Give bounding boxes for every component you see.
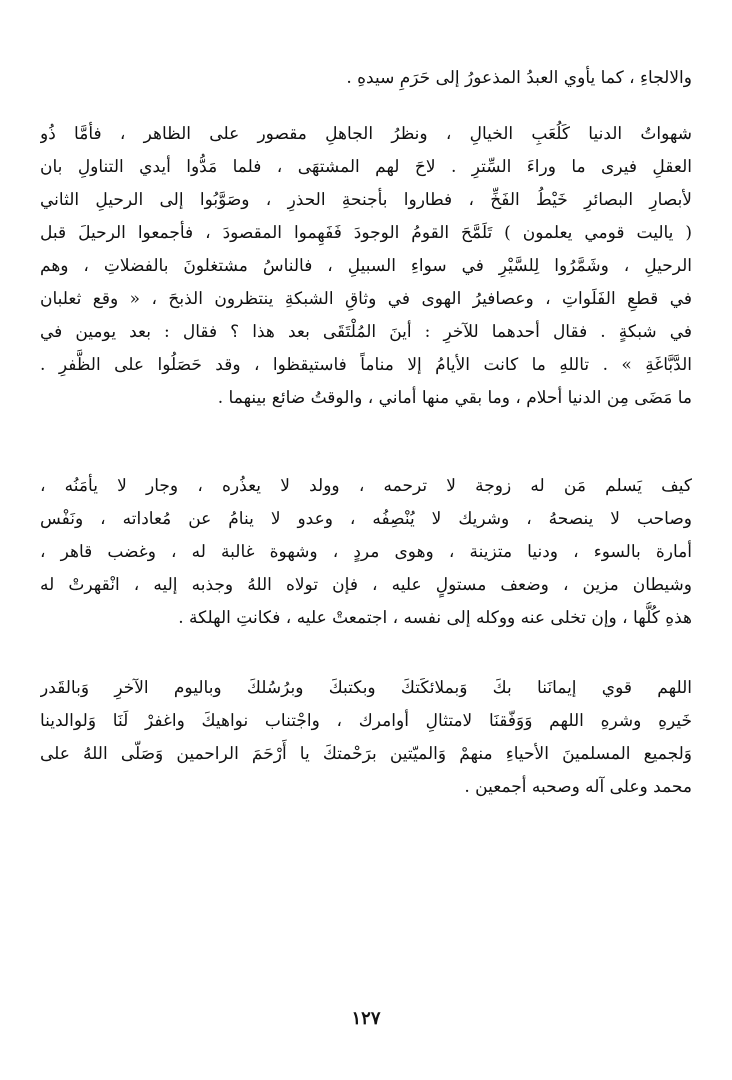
text-line: أمارة بالسوء ، ودنيا متزينة ، وهوى مردٍ ، وشهوة غالبة له ، وغضب قاهر ، — [40, 542, 692, 562]
paragraph-prayer — [40, 672, 692, 804]
paragraph-continuation — [40, 62, 692, 95]
paragraph-worldly-desires — [40, 118, 692, 415]
paragraph-how-is-safe — [40, 470, 692, 635]
text-line: شهواتُ الدنيا كَلُعَبِ الخيالِ ، ونظرُ الجاهلِ مقصور على الظاهر ، فأمَّا ذُو — [40, 124, 692, 144]
text-line: والالجاءِ ، كما يأوي العبدُ المذعورُ إلى حَرَمِ سيدهِ . — [346, 68, 692, 88]
text-line: وشيطان مزين ، وضعف مستولٍ عليه ، فإن تولاه اللهُ وجذبه إليه ، انْقهرتْ له — [40, 575, 692, 595]
text-line: محمد وعلى آله وصحبه أجمعين . — [464, 777, 692, 797]
page-number: ١٢٧ — [351, 1008, 381, 1029]
text-line: ( ياليت قومي يعلمون ) تَلَمَّحَ القومُ الوجودَ فَفَهِموا المقصودَ ، فأجمعوا الرحيلَ قبل — [40, 223, 692, 243]
text-line: وصاحب لا ينصحهُ ، وشريك لا يُنْصِفُه ، وعدو لا ينامُ عن مُعاداته ، ونَفْس — [40, 509, 692, 529]
text-line: وَلجميع المسلمينَ الأحياءِ منهمْ وَالميّتين برَحْمتكَ يا أَرْحَمَ الراحمين وَصَلّى اللهُ على — [40, 744, 692, 764]
text-line: كيف يَسلم مَن له زوجة لا ترحمه ، وولد لا يعذُره ، وجار لا يأمَنُه ، — [40, 476, 692, 496]
text-line: العقلِ فيرى ما وراءَ السِّترِ . لاحَ لهم المشتهَى ، فلما مَدُّوا أيدي التناولِ بان — [40, 157, 692, 177]
text-line: خَيرهِ وشرهِ اللهم وَوَفّقنَا لامتثالِ أوامرك ، واجْتناب نواهيكَ واغفرْ لَنَا وَلوالدينا — [40, 711, 692, 731]
text-line: هذهِ كُلُّها ، وإن تخلى عنه ووكله إلى نفسه ، اجتمعتْ عليه ، فكانتِ الهلكة . — [178, 608, 692, 628]
text-line: الدَّبَّاغَةِ » . تاللهِ ما كانت الأيامُ إلا مناماً فاستيقظوا ، وقد حَصَلُوا على الظَّفرِ . — [40, 355, 692, 375]
text-line: في قطعِ الفَلَواتِ ، وعصافيرُ الهوى في وثاقِ الشبكةِ ينتظرون الذبحَ ، « وقع ثعلبان — [40, 289, 692, 309]
text-line: لأبصارِ البصائرِ خَيْطُ الفَخِّ ، فطاروا بأجنحةِ الحذرِ ، وصَوَّبُوا إلى الرحيلِ الثاني — [40, 190, 692, 210]
text-line: الرحيلِ ، وشَمَّرُوا لِلسَّيْرِ في سواءِ السبيلِ ، فالناسُ مشتغلونَ بالفضلاتِ ، وهم — [40, 256, 692, 276]
text-line: ما مَضَى مِن الدنيا أحلام ، وما بقي منها أماني ، والوقتُ ضائع بينهما . — [217, 388, 692, 408]
text-line: في شبكةٍ . فقال أحدهما للآخرِ : أينَ المُلْتَقَى بعد هذا ؟ فقال : بعد يومين في — [40, 322, 692, 342]
text-line: اللهم قوي إيمانَنا بكَ وَبملائكَتكَ وبكتبكَ وبرُسُلكَ وباليوم الآخرِ وَبالقَدر — [40, 678, 692, 698]
